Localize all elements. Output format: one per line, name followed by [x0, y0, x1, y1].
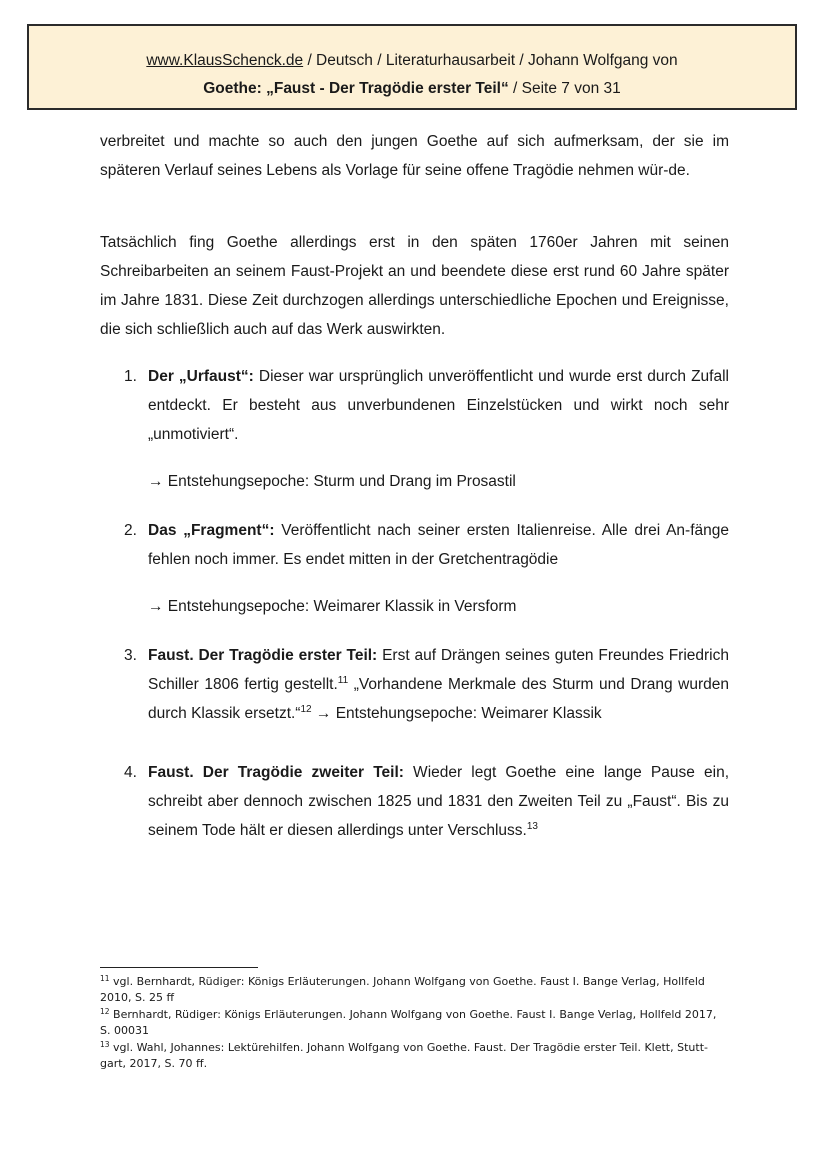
footnote-text: vgl. Wahl, Johannes: Lektürehilfen. Johann Wolfgang von Goethe. Faust. Der Tragödie erster Teil. Klett, Stutt-gart, 2017, S. 70 ff.: [100, 1041, 708, 1070]
footnote-ref[interactable]: 11: [337, 675, 349, 686]
list-item-heading: Faust. Der Tragödie erster Teil:: [148, 647, 378, 664]
footnote-13: [100, 1040, 730, 1072]
header-path: / Deutsch / Literaturhausarbeit / Johann Wolfgang von: [303, 52, 678, 69]
paragraph-2: Tatsächlich fing Goethe allerdings erst in den späten 1760er Jahren mit seinen Schreibarbeiten an seinem Faust-Projekt an und beendete diese erst rund 60 Jahre später im Jahre 1831. Diese Zeit durchzogen allerdings unterschiedliche Epochen und Ereignisse, die sich schließlich auch auf das Werk auswirkten.: [100, 234, 729, 338]
footnote-12: [100, 1007, 730, 1039]
footnote-text: Bernhardt, Rüdiger: Königs Erläuterungen. Johann Wolfgang von Goethe. Faust I. Bange Verlag, Hollfeld 2017, S. 00031: [100, 1008, 717, 1037]
footnote-11: [100, 974, 730, 1006]
list-item-heading: Das „Fragment“:: [148, 522, 275, 539]
footnote-number: 11: [100, 974, 110, 983]
list-item-4: [124, 758, 729, 845]
list-item-3: [124, 641, 729, 728]
paragraph-1: verbreitet und machte so auch den jungen Goethe auf sich aufmerksam, der sie im späteren Verlauf seines Lebens als Vorlage für seine offene Tragödie nehmen wür-de.: [100, 133, 729, 179]
list-item-text: Erst auf Drängen seines guten Freundes Friedrich Schiller 1806 fertig gestellt.: [148, 647, 729, 693]
footnote-ref[interactable]: 12: [300, 704, 312, 715]
header-line-1: [29, 47, 795, 75]
footnote-number: 12: [100, 1007, 110, 1016]
page-header: [27, 24, 797, 110]
epoch-note-1: → Entstehungsepoche: Sturm und Drang im Prosastil: [148, 473, 516, 490]
footnote-ref[interactable]: 13: [526, 821, 538, 832]
list-number: 2.: [124, 522, 137, 539]
list-item-heading: Faust. Der Tragödie zweiter Teil:: [148, 764, 404, 781]
list-item-heading: Der „Urfaust“:: [148, 368, 254, 385]
list-number: 3.: [124, 647, 137, 664]
epoch-note-2: → Entstehungsepoche: Weimarer Klassik in Versform: [148, 598, 517, 615]
list-item-1: [124, 362, 729, 449]
footnote-divider: [100, 967, 258, 968]
list-item-text: Dieser war ursprünglich unveröffentlicht und wurde erst durch Zufall entdeckt. Er besteht aus unverbundenen Einzelstücken und wirkt noch sehr „unmotiviert“.: [148, 368, 729, 443]
list-item-text: Wieder legt Goethe eine lange Pause ein, schreibt aber dennoch zwischen 1825 und 1831 den Zweiten Teil zu „Faust“. Bis zu seinem Tode hält er diesen allerdings unter Verschluss.: [148, 764, 730, 839]
header-title: Goethe: „Faust - Der Tragödie erster Teil“: [203, 80, 509, 97]
header-line-2: [29, 75, 795, 103]
footnote-text: vgl. Bernhardt, Rüdiger: Königs Erläuterungen. Johann Wolfgang von Goethe. Faust I. Bange Verlag, Hollfeld 2010, S. 25 ff: [100, 975, 705, 1004]
list-number: 1.: [124, 368, 137, 385]
site-link[interactable]: www.KlausSchenck.de: [146, 52, 304, 69]
footnote-number: 13: [100, 1040, 110, 1049]
list-number: 4.: [124, 764, 137, 781]
header-page-info: / Seite 7 von 31: [508, 80, 621, 97]
list-item-epoch: → Entstehungsepoche: Weimarer Klassik: [311, 705, 602, 722]
list-item-quote: „Vorhandene Merkmale des Sturm und Drang wurden durch Klassik ersetzt.“: [148, 676, 729, 722]
list-item-2: [124, 516, 729, 574]
list-item-text: Veröffentlicht nach seiner ersten Italienreise. Alle drei An-fänge fehlen noch immer. Es endet mitten in der Gretchentragödie: [148, 522, 729, 568]
